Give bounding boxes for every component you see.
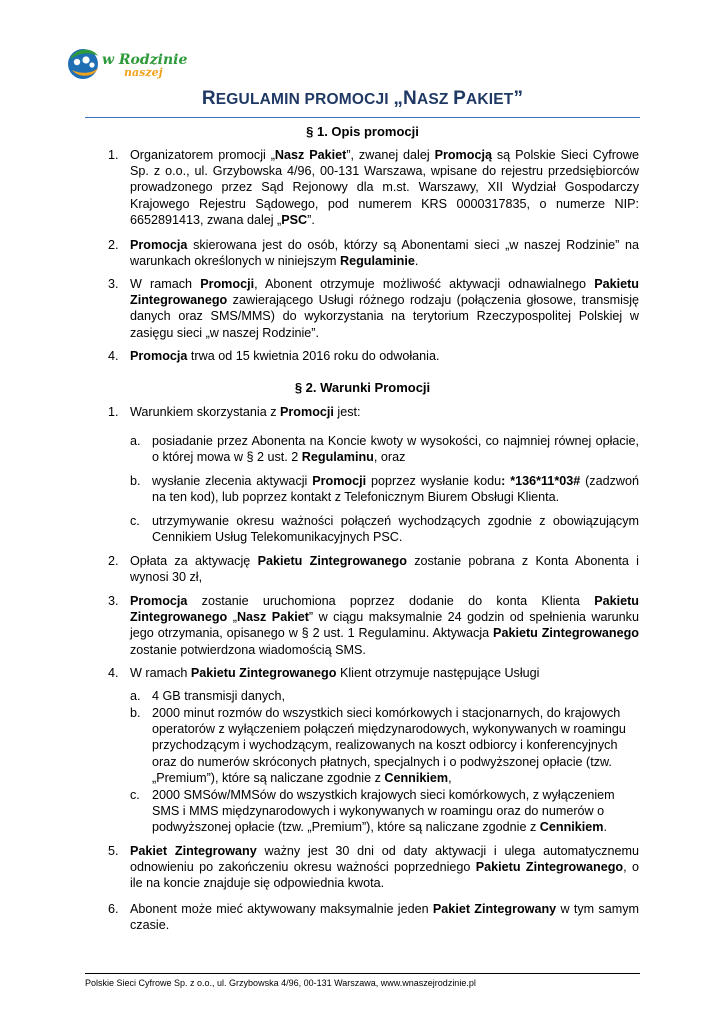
list-item: W ramach Promocji, Abonent otrzymuje możliwość aktywacji odnawialnego Pakietu Zintegrowanego zawierającego Usługi różnego rodzaju (połączenia głosowe, transmisję danych oraz SMS/MMS) do wykorzystania na terytorium Rzeczypospolitej Polskiej w zasięgu sieci „w naszej Rodzinie”.	[130, 277, 639, 340]
list-number: 5.	[108, 844, 119, 858]
section-heading: § 1. Opis promocji	[306, 124, 419, 139]
logo-text: w Rodzinie	[102, 52, 188, 68]
section-heading: § 2. Warunki Promocji	[294, 380, 431, 395]
sublist-item: wysłanie zlecenia aktywacji Promocji poprzez wysłanie kodu: *136*11*03# (zadzwoń na ten kod), lub poprzez kontakt z Telefonicznym Biurem Obsługi Klienta.	[152, 474, 640, 505]
title-divider	[85, 117, 640, 118]
sublist-letter: b.	[130, 474, 141, 488]
list-item: Warunkiem skorzystania z Promocji jest:	[130, 405, 361, 419]
list-number: 4.	[108, 666, 119, 680]
logo-icon	[64, 42, 104, 82]
list-number: 4.	[108, 349, 119, 363]
sublist-letter: a.	[130, 689, 141, 703]
sublist-item: utrzymywanie okresu ważności połączeń wychodzących zgodnie z obowiązującym Cennikiem Usług Telekomunikacyjnych PSC.	[152, 514, 639, 545]
logo-subtext: naszej	[124, 66, 163, 79]
list-number: 3.	[108, 594, 119, 608]
list-number: 2.	[108, 554, 119, 568]
list-item: Promocja skierowana jest do osób, którzy są Abonentami sieci „w naszej Rodzinie” na warunkach określonych w niniejszym Regulaminie.	[130, 238, 639, 269]
list-item: Opłata za aktywację Pakietu Zintegrowanego zostanie pobrana z Konta Abonenta i wynosi 30 zł,	[130, 554, 639, 585]
list-item: Promocja zostanie uruchomiona poprzez dodanie do konta Klienta Pakietu Zintegrowanego „Nasz Pakiet” w ciągu maksymalnie 24 godzin od spełnienia warunku jego otrzymania, opisanego w § 2 ust. 1 Regulaminu. Aktywacja Pakietu Zintegrowanego zostanie potwierdzona wiadomością SMS.	[130, 594, 639, 657]
list-number: 1.	[108, 405, 119, 419]
sublist-letter: b.	[130, 706, 141, 720]
sublist-item: posiadanie przez Abonenta na Koncie kwoty w wysokości, co najmniej równej opłacie, o której mowa w § 2 ust. 2 Regulaminu, oraz	[152, 434, 639, 465]
list-number: 3.	[108, 277, 119, 291]
footer-divider	[85, 973, 640, 974]
list-number: 1.	[108, 148, 119, 162]
page-title: REGULAMIN PROMOCJI „NASZ PAKIET”	[201, 88, 524, 109]
sublist-letter: c.	[130, 514, 140, 528]
sublist-letter: a.	[130, 434, 141, 448]
list-number: 6.	[108, 902, 119, 916]
list-item: Promocja trwa od 15 kwietnia 2016 roku do odwołania.	[130, 349, 440, 363]
sublist-letter: c.	[130, 788, 140, 802]
sublist-item: 2000 minut rozmów do wszystkich sieci komórkowych i stacjonarnych, do krajowych operatorów z wyłączeniem połączeń międzynarodowych, wykonywanych w roamingu przychodzącym i wychodzącym, realizowanych na koszt odbiorcy i konferencyjnych oraz do numerów skróconych płatnych, specjalnych i o podwyższonej opłacie (tzw. „Premium”), które są naliczane zgodnie z Cennikiem,	[152, 706, 626, 785]
list-item: Pakiet Zintegrowany ważny jest 30 dni od daty aktywacji i ulega automatycznemu odnowieniu po zakończeniu okresu ważności poprzedniego Pakietu Zintegrowanego, o ile na koncie znajduje się odpowiednia kwota.	[130, 844, 639, 891]
page-footer: Polskie Sieci Cyfrowe Sp. z o.o., ul. Grzybowska 4/96, 00-131 Warszawa, www.wnaszejrodzinie.pl	[85, 978, 476, 988]
list-item: Organizatorem promocji „Nasz Pakiet”, zwanej dalej Promocją są Polskie Sieci Cyfrowe Sp. z o.o., ul. Grzybowska 4/96, 00-131 Warszawa, wpisane do rejestru przedsiębiorców prowadzonego przez Sąd Rejonowy dla m.st. Warszawy, XII Wydział Gospodarczy Krajowego Rejestru Sądowego, pod numerem KRS 0000317835, o numerze NIP: 6652891413, zwana dalej „PSC”.	[130, 148, 639, 227]
logo	[64, 42, 188, 82]
list-item: W ramach Pakietu Zintegrowanego Klient otrzymuje następujące Usługi	[130, 666, 540, 680]
sublist-item: 2000 SMSów/MMSów do wszystkich krajowych sieci komórkowych, z wyłączeniem SMS i MMS międzynarodowych i wykonywanych w roamingu oraz do numerów o podwyższonej opłacie (tzw. „Premium”), które są naliczane zgodnie z Cennikiem.	[152, 788, 615, 835]
list-item: Abonent może mieć aktywowany maksymalnie jeden Pakiet Zintegrowany w tym samym czasie.	[130, 902, 639, 933]
sublist-item: 4 GB transmisji danych,	[152, 689, 285, 703]
list-number: 2.	[108, 238, 119, 252]
